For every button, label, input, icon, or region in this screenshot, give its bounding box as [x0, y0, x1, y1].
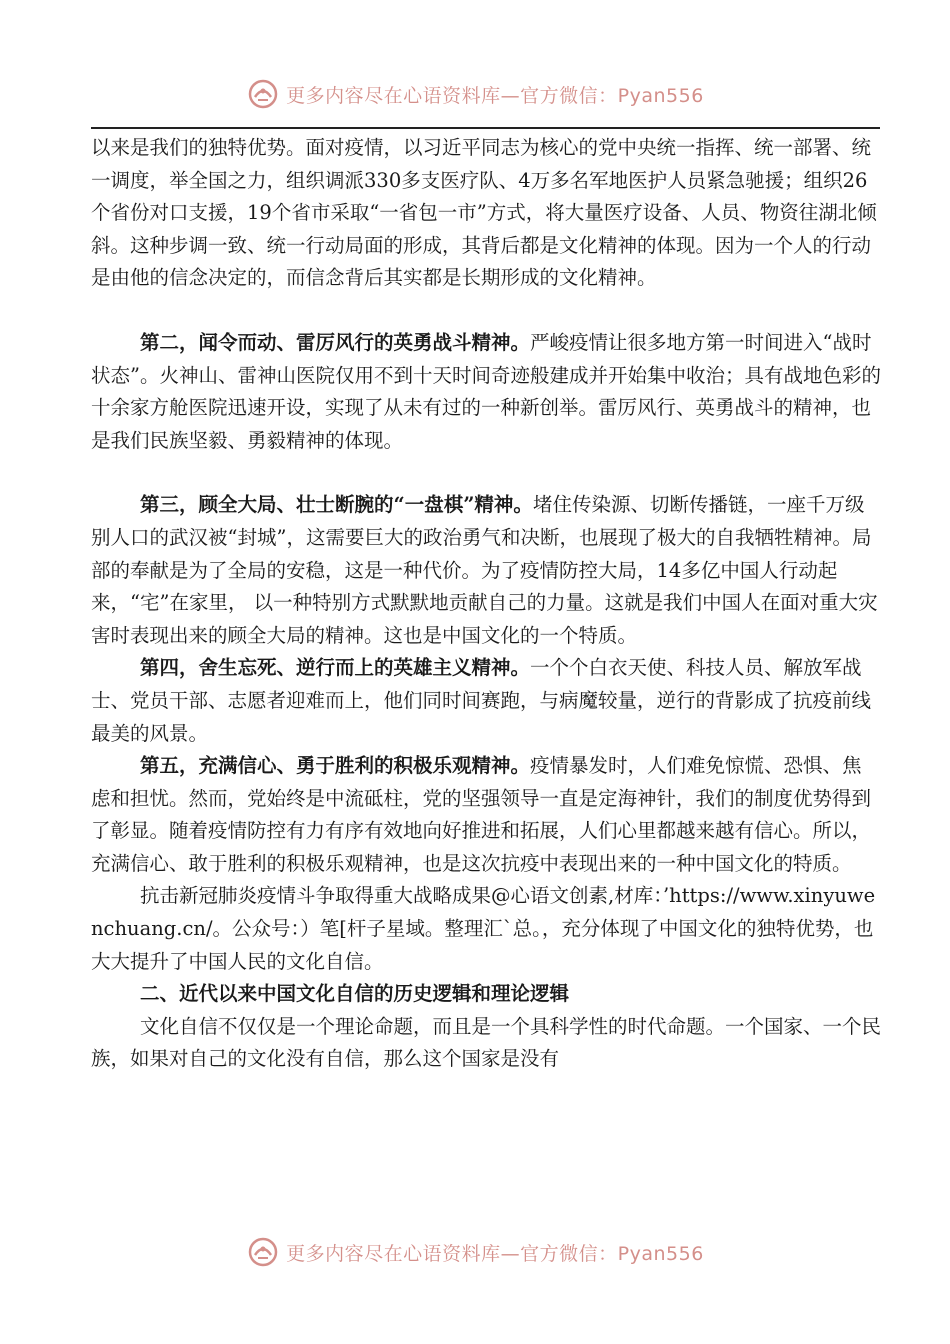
paragraph-4 [91, 652, 881, 750]
logo-icon [246, 77, 280, 111]
logo-icon [246, 1235, 280, 1269]
paragraph-3-lead: 第三，顾全大局、壮士断腕的“一盘棋”精神。 [140, 493, 533, 517]
document-body [91, 132, 881, 1076]
paragraph-1: 以来是我们的独特优势。面对疫情，以习近平同志为核心的党中央统一指挥、统一部署、统一调度，举全国之力，组织调派330多支医疗队、4万多名军地医护人员紧急驰援；组织26个省份对口支援，19个省市采取“一省包一市”方式，将大量医疗设备、人员、物资往湖北倾斜。这种步调一致、统一行动局面的形成，其背后都是文化精神的体现。因为一个人的行动是由他的信念决定的，而信念背后其实都是长期形成的文化精神。 [91, 136, 877, 290]
paragraph-4-text: 一个个白衣天使、科技人员、解放军战士、党员干部、志愿者迎难而上，他们同时间赛跑，与病魔较量，逆行的背影成了抗疫前线最美的风景。 [91, 656, 872, 745]
paragraph-5-text: 疫情暴发时，人们难免惊慌、恐惧、焦虑和担忧。然而，党始终是中流砥柱，党的坚强领导一直是定海神针，我们的制度优势得到了彰显。随着疫情防控有力有序有效地向好推进和拓展，人们心里都越来越有信心。所以，充满信心、敢于胜利的积极乐观精神，也是这次抗疫中表现出来的一种中国文化的特质。 [91, 754, 872, 875]
paragraph-4-lead: 第四，舍生忘死、逆行而上的英雄主义精神。 [140, 656, 531, 680]
paragraph-3-text: 堵住传染源、切断传播链，一座千万级别人口的武汉被“封城”，这需要巨大的政治勇气和决断，也展现了极大的自我牺牲精神。局部的奉献是为了全局的安稳，这是一种代价。为了疫情防控大局，14多亿中国人行动起来，“宅”在家里， 以一种特别方式默默地贡献自己的力量。这就是我们中国人在面对重大灾害时表现出来的顾全大局的精神。这也是中国文化的一个特质。 [91, 493, 878, 647]
paragraph-5 [91, 750, 881, 880]
header-banner [0, 74, 950, 114]
section-heading: 二、近代以来中国文化自信的历史逻辑和理论逻辑 [140, 982, 570, 1006]
paragraph-7: 文化自信不仅仅是一个理论命题，而且是一个具科学性的时代命题。一个国家、一个民族，如果对自己的文化没有自信，那么这个国家是没有 [91, 1014, 882, 1071]
paragraph-3 [91, 489, 881, 652]
paragraph-5-lead: 第五，充满信心、勇于胜利的积极乐观精神。 [140, 754, 531, 778]
paragraph-6: 抗击新冠肺炎疫情斗争取得重大战略成果@心语文创素,材库：’https://www.xinyuwenchuang.cn/。公众号：）笔[杆子星域。整理汇`总。，充分体现了中国文化的独特优势，也大大提升了中国人民的文化自信。 [91, 884, 876, 973]
paragraph-2-lead: 第二，闻令而动、雷厉风行的英勇战斗精神。 [140, 330, 531, 354]
footer-banner-text: 更多内容尽在心语资料库—官方微信：Pyan556 [286, 1242, 704, 1265]
footer-banner [0, 1232, 950, 1272]
header-divider [91, 127, 880, 129]
paragraph-2 [91, 327, 881, 457]
header-banner-text: 更多内容尽在心语资料库—官方微信：Pyan556 [286, 84, 704, 107]
paragraph-2-text: 严峻疫情让很多地方第一时间进入“战时状态”。火神山、雷神山医院仅用不到十天时间奇迹般建成并开始集中收治；具有战地色彩的十余家方舱医院迅速开设，实现了从未有过的一种新创举。雷厉风行、英勇战斗的精神，也是我们民族坚毅、勇毅精神的体现。 [91, 330, 881, 452]
